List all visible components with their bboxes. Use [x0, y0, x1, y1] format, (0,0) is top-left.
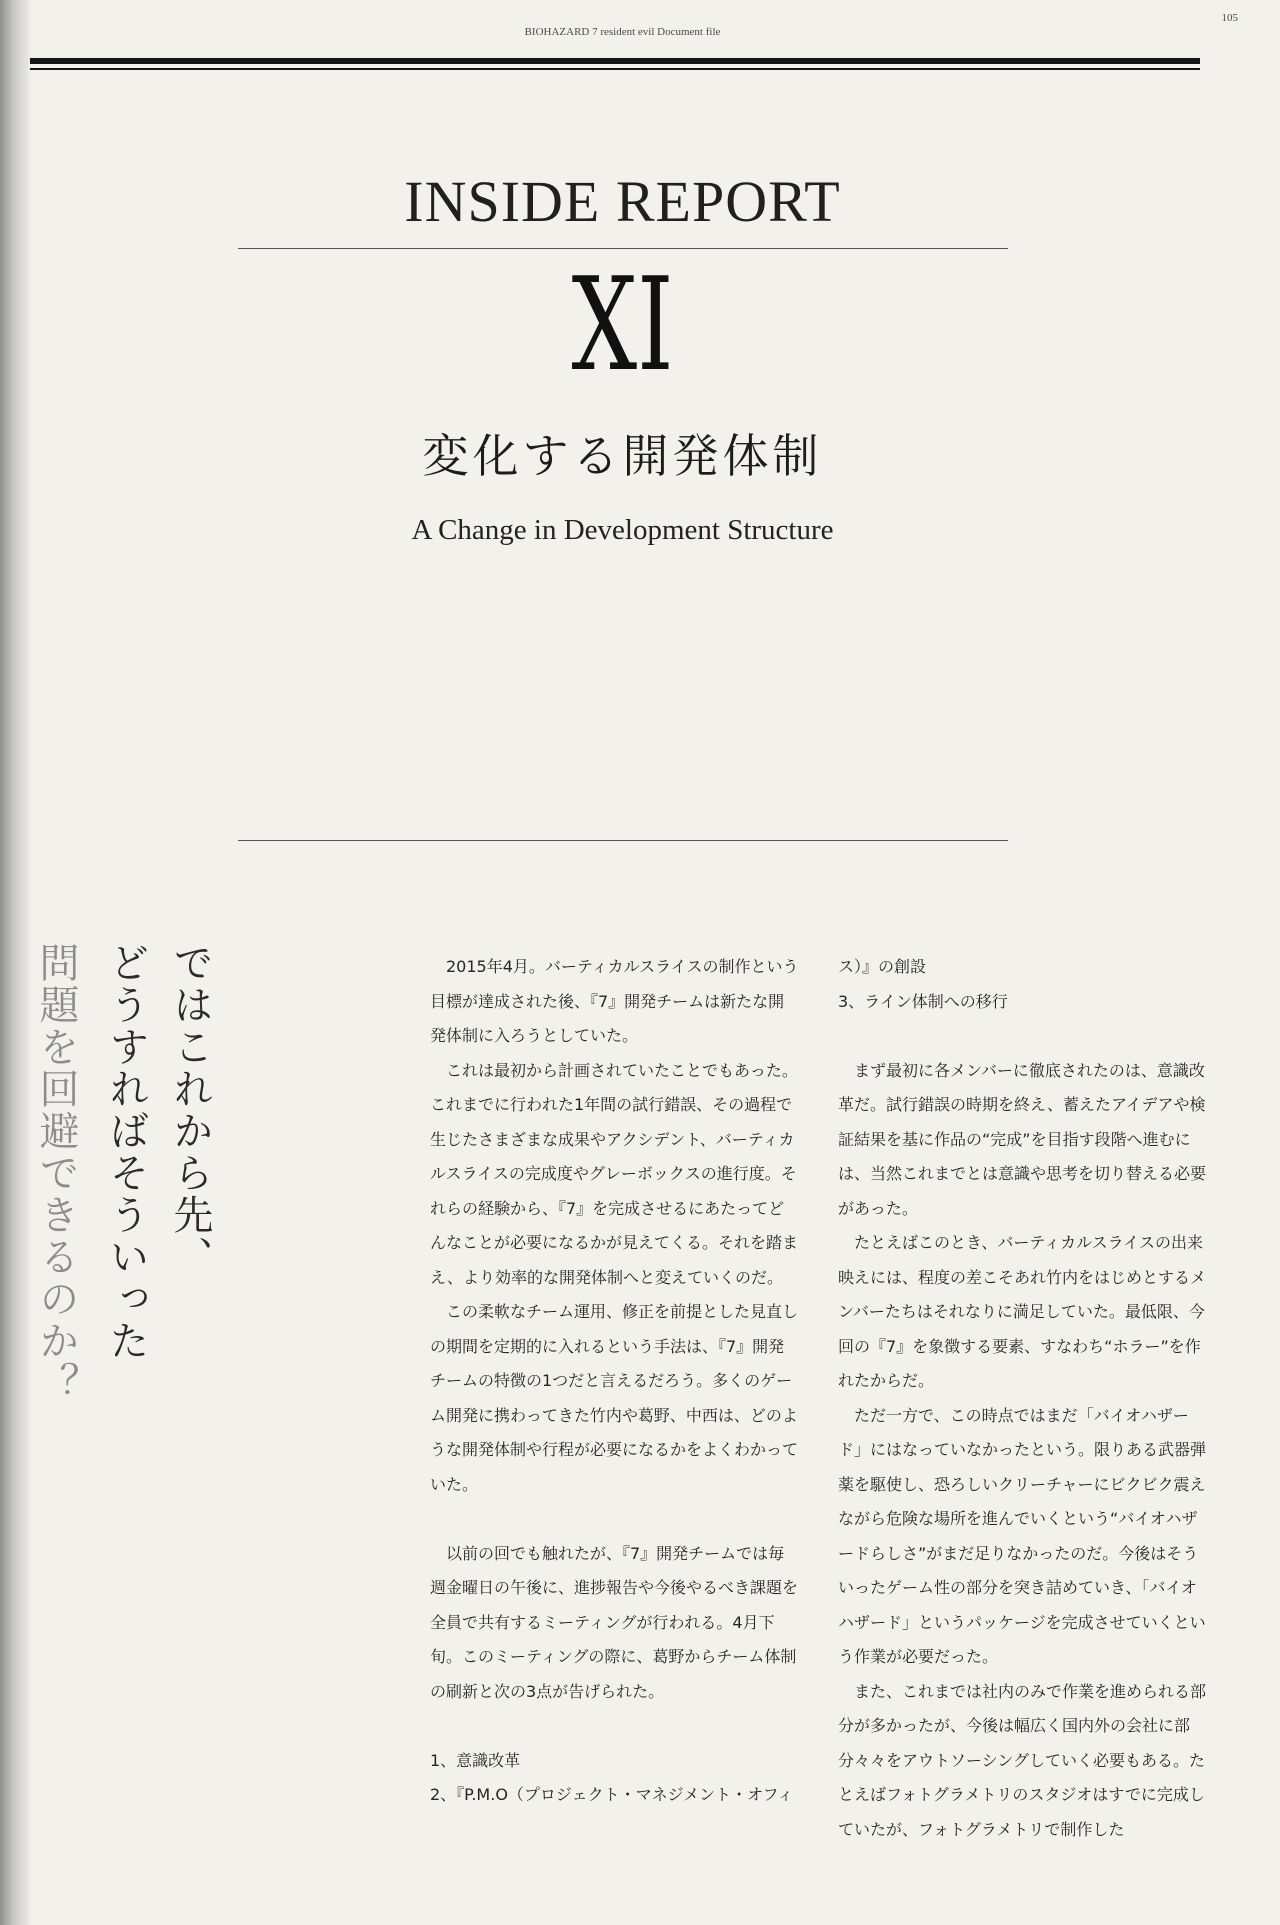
list-item: 1、意識改革	[430, 1750, 521, 1770]
paragraph-gap	[838, 1019, 1208, 1054]
chapter-title-english: A Change in Development Structure	[411, 514, 834, 546]
paragraph-gap	[430, 1709, 800, 1744]
lead-line-2: どうすればそういった	[103, 942, 149, 1362]
paragraph: これは最初から計画されていたことでもあった。これまでに行われた1年間の試行錯誤、その過程で生じたさまざまな成果やアクシデント、バーティカルスライスの完成度やグレーボックスの進行度。それらの経験から、『7』を完成させるにあたってどんなことが必要になるかが見えてくる。それを踏まえ、より効率的な開発体制へと変えていくのだ。	[430, 1060, 799, 1287]
body-column-1	[430, 950, 800, 1813]
title-divider-bottom	[238, 840, 1008, 841]
lead-line-1: ではこれから先、	[167, 942, 213, 1278]
chapter-title-japanese: 変化する開発体制	[422, 429, 823, 483]
header-rule-thick	[30, 58, 1200, 64]
paragraph: また、これまでは社内のみで作業を進められる部分が多かったが、今後は幅広く国内外の会社に部分々々をアウトソーシングしていく必要もある。たとえばフォトグラメトリのスタジオはすでに完成していたが、フォトグラメトリで制作した	[838, 1681, 1207, 1839]
binding-shadow	[0, 0, 30, 1925]
paragraph: 以前の回でも触れたが、『7』開発チームでは毎週金曜日の午後に、進捗報告や今後やるべき課題を全員で共有するミーティングが行われる。4月下旬。このミーティングの際に、葛野からチーム体制の刷新と次の3点が告げられた。	[430, 1543, 799, 1701]
header-rule-thin	[30, 68, 1200, 70]
body-column-2	[838, 950, 1208, 1847]
page-number: 105	[1221, 12, 1238, 24]
chapter-number: XI	[571, 251, 674, 400]
paragraph-gap	[430, 1502, 800, 1537]
title-divider-top	[238, 248, 1008, 249]
list-item: ス）』の創設	[838, 957, 927, 976]
paragraph: たとえばこのとき、バーティカルスライスの出来映えには、程度の差こそあれ竹内をはじめとするメンバーたちはそれなりに満足していた。最低限、今回の『7』を象徴する要素、すなわち“ホラー”を作れたからだ。	[838, 1233, 1207, 1390]
lead-line-3: 問題を回避できるのか？	[33, 942, 79, 1404]
list-item: 2、『P.M.O（プロジェクト・マネジメント・オフィ	[430, 1785, 794, 1804]
paragraph: ただ一方で、この時点ではまだ「バイオハザード」にはなっていなかったという。限りある武器弾薬を駆使し、恐ろしいクリーチャーにビクビク震えながら危険な場所を進んでいくという“バイオハザードらしさ”がまだ足りなかったのだ。今後はそういったゲーム性の部分を突き詰めていき、「バイオハザード」というパッケージを完成させていくという作業が必要だった。	[838, 1405, 1207, 1666]
paragraph: この柔軟なチーム運用、修正を前提とした見直しの期間を定期的に入れるという手法は、『7』開発チームの特徴の1つだと言えるだろう。多くのゲーム開発に携わってきた竹内や葛野、中西は、どのような開発体制や行程が必要になるかをよくわかっていた。	[430, 1302, 799, 1494]
running-head: BIOHAZARD 7 resident evil Document file	[524, 26, 721, 38]
paragraph: まず最初に各メンバーに徹底されたのは、意識改革だ。試行錯誤の時期を終え、蓄えたアイデアや検証結果を基に作品の“完成”を目指す段階へ進むには、当然これまでとは意識や思考を切り替える必要があった。	[838, 1060, 1207, 1218]
paragraph: 2015年4月。バーティカルスライスの制作という目標が達成された後、『7』開発チームは新たな開発体制に入ろうとしていた。	[430, 957, 799, 1045]
list-item: 3、ライン体制への移行	[838, 991, 1008, 1011]
series-title: INSIDE REPORT	[404, 169, 841, 234]
